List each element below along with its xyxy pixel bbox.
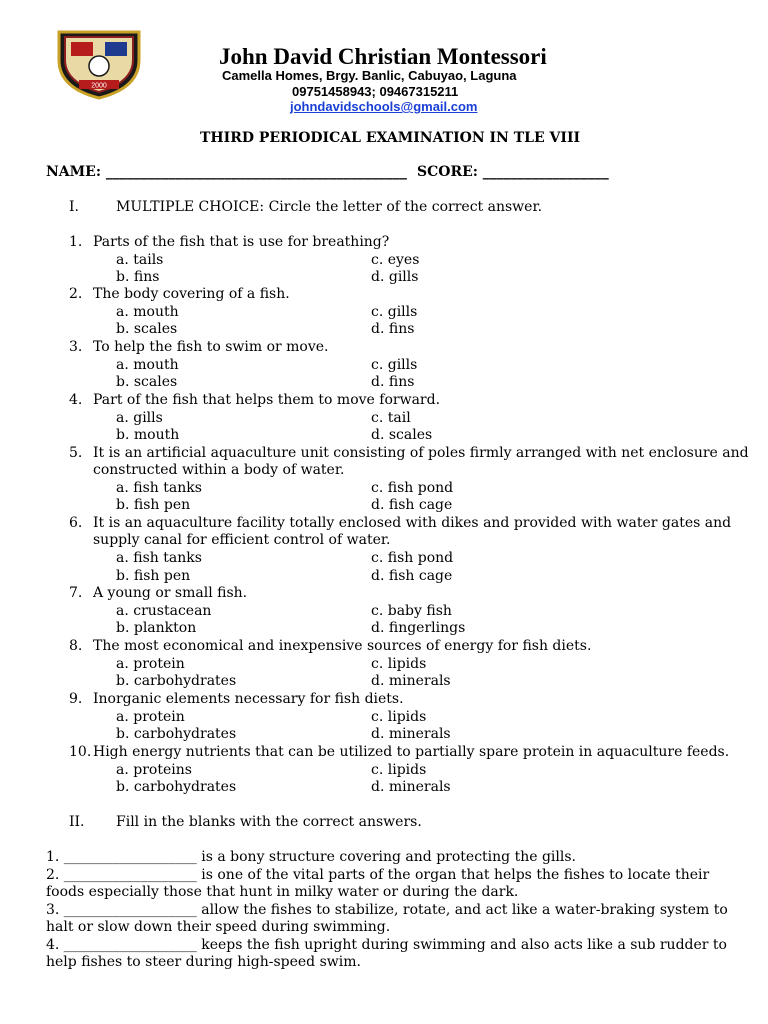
option-d[interactable]: d. fish cage (371, 568, 453, 584)
option-c[interactable]: c. fish pond (371, 480, 454, 496)
option-a[interactable]: a. fish tanks (116, 550, 202, 566)
option-a[interactable]: a. fish tanks (116, 480, 202, 496)
option-a[interactable]: a. tails (116, 252, 164, 268)
part1-instruction: MULTIPLE CHOICE: Circle the letter of the correct answer. (116, 199, 543, 215)
score-field[interactable]: SCORE: __________________ (417, 164, 609, 180)
option-a[interactable]: a. mouth (116, 304, 179, 320)
school-name: John David Christian Montessori (219, 44, 547, 69)
question-number: 7. (69, 585, 83, 601)
option-b[interactable]: b. mouth (116, 427, 180, 443)
option-b[interactable]: b. scales (116, 321, 178, 337)
question-text: Part of the fish that helps them to move forward. (93, 392, 441, 408)
question-text: Parts of the fish that is use for breathing? (93, 234, 390, 250)
option-c[interactable]: c. lipids (371, 656, 427, 672)
option-c[interactable]: c. lipids (371, 762, 427, 778)
school-logo (55, 30, 143, 100)
question-number: 2. (69, 286, 83, 302)
option-d[interactable]: d. fish cage (371, 497, 453, 513)
option-d[interactable]: d. minerals (371, 779, 451, 795)
question-number: 3. (69, 339, 83, 355)
school-address: Camella Homes, Brgy. Banlic, Cabuyao, Laguna (222, 68, 517, 83)
school-email[interactable]: johndavidschools@gmail.com (290, 99, 478, 114)
option-d[interactable]: d. minerals (371, 726, 451, 742)
option-c[interactable]: c. baby fish (371, 603, 452, 619)
fill-blank-item-cont: halt or slow down their speed during swimming. (46, 919, 391, 935)
name-field[interactable]: NAME: ___________________________________________ (46, 164, 407, 180)
school-phones: 09751458943; 09467315211 (292, 84, 459, 99)
option-a[interactable]: a. protein (116, 656, 185, 672)
option-a[interactable]: a. gills (116, 410, 163, 426)
fill-blank-item[interactable]: 1. ___________________ is a bony structure covering and protecting the gills. (46, 849, 576, 865)
option-b[interactable]: b. plankton (116, 620, 197, 636)
option-d[interactable]: d. fins (371, 321, 415, 337)
option-a[interactable]: a. crustacean (116, 603, 212, 619)
option-c[interactable]: c. tail (371, 410, 411, 426)
question-text-cont: supply canal for efficient control of water. (93, 532, 391, 548)
option-d[interactable]: d. fingerlings (371, 620, 466, 636)
fill-blank-item[interactable]: 3. ___________________ allow the fishes to stabilize, rotate, and act like a water-braking system to (46, 902, 728, 918)
question-number: 8. (69, 638, 83, 654)
option-d[interactable]: d. gills (371, 269, 419, 285)
exam-title: THIRD PERIODICAL EXAMINATION IN TLE VIII (200, 130, 581, 146)
question-number: 5. (69, 445, 83, 461)
fill-blank-item[interactable]: 4. ___________________ keeps the fish upright during swimming and also acts like a sub rudder to (46, 937, 727, 953)
question-text: To help the fish to swim or move. (93, 339, 329, 355)
option-a[interactable]: a. protein (116, 709, 185, 725)
option-d[interactable]: d. minerals (371, 673, 451, 689)
option-c[interactable]: c. gills (371, 357, 418, 373)
question-text: It is an aquaculture facility totally enclosed with dikes and provided with water gates and (93, 515, 732, 531)
option-d[interactable]: d. scales (371, 427, 433, 443)
option-c[interactable]: c. lipids (371, 709, 427, 725)
option-b[interactable]: b. fish pen (116, 497, 191, 513)
question-text: A young or small fish. (93, 585, 248, 601)
option-b[interactable]: b. fins (116, 269, 160, 285)
option-c[interactable]: c. gills (371, 304, 418, 320)
question-text: The most economical and inexpensive sources of energy for fish diets. (93, 638, 592, 654)
question-text: It is an artificial aquaculture unit consisting of poles firmly arranged with net enclosure and (93, 445, 749, 461)
option-b[interactable]: b. fish pen (116, 568, 191, 584)
option-a[interactable]: a. proteins (116, 762, 192, 778)
question-number: 6. (69, 515, 83, 531)
question-text-cont: constructed within a body of water. (93, 462, 345, 478)
question-text: Inorganic elements necessary for fish diets. (93, 691, 404, 707)
question-text: High energy nutrients that can be utilized to partially spare protein in aquaculture feeds. (93, 744, 730, 760)
question-number: 9. (69, 691, 83, 707)
fill-blank-item[interactable]: 2. ___________________ is one of the vital parts of the organ that helps the fishes to locate their (46, 867, 710, 883)
option-b[interactable]: b. scales (116, 374, 178, 390)
question-number: 4. (69, 392, 83, 408)
part2-instruction: Fill in the blanks with the correct answers. (116, 814, 422, 830)
question-number: 10. (69, 744, 92, 760)
option-b[interactable]: b. carbohydrates (116, 673, 237, 689)
option-b[interactable]: b. carbohydrates (116, 779, 237, 795)
fill-blank-item-cont: foods especially those that hunt in milky water or during the dark. (46, 884, 519, 900)
question-text: The body covering of a fish. (93, 286, 290, 302)
option-c[interactable]: c. eyes (371, 252, 420, 268)
part1-numeral: I. (69, 199, 79, 215)
option-d[interactable]: d. fins (371, 374, 415, 390)
option-c[interactable]: c. fish pond (371, 550, 454, 566)
part2-numeral: II. (69, 814, 85, 830)
question-number: 1. (69, 234, 83, 250)
option-b[interactable]: b. carbohydrates (116, 726, 237, 742)
svg-text:2000: 2000 (91, 82, 107, 90)
option-a[interactable]: a. mouth (116, 357, 179, 373)
fill-blank-item-cont: help fishes to steer during high-speed swim. (46, 954, 361, 970)
